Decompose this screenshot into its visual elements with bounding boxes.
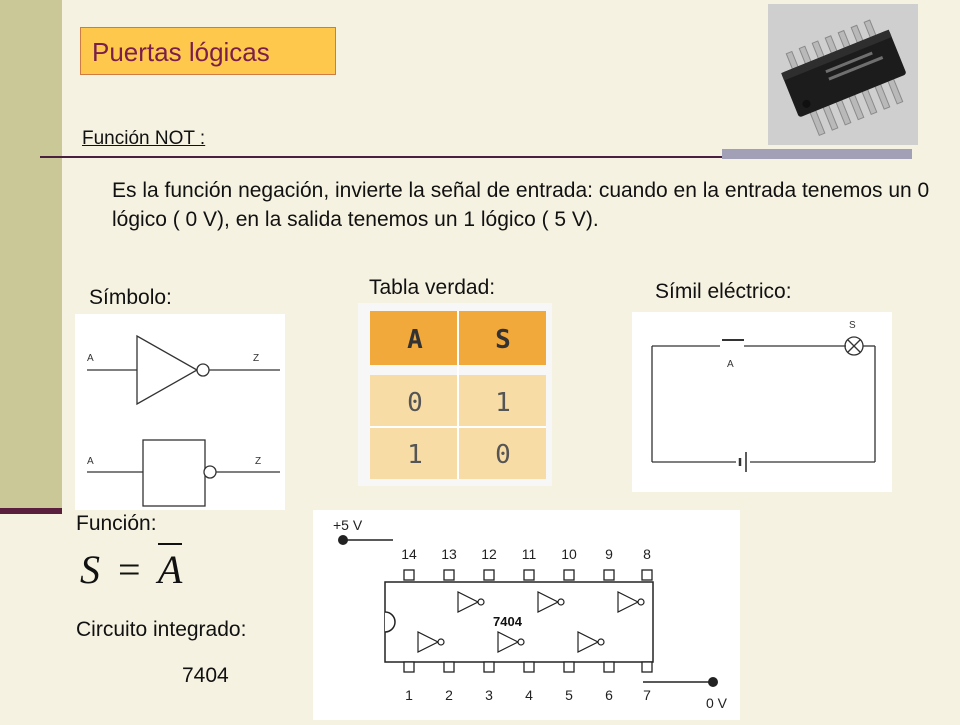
top-pin-11 xyxy=(524,570,534,580)
ic-7404-pinout xyxy=(313,510,740,720)
top-pin-label-13: 13 xyxy=(441,546,457,562)
bottom-pin-label-6: 6 xyxy=(605,687,613,703)
function-caption: Función: xyxy=(76,512,157,535)
description-text: Es la función negación, invierte la señal de entrada: cuando en la entrada tenemos un 0 lógico ( 0 V), en la salida tenemos un 1 lógico ( 5 V). xyxy=(112,179,930,231)
truth-table xyxy=(358,303,552,486)
top-pin-label-12: 12 xyxy=(481,546,497,562)
not-gate-triangle-symbol xyxy=(87,336,280,404)
top-pin-12 xyxy=(484,570,494,580)
not-gate-symbols xyxy=(75,314,285,510)
truth-header-s: S xyxy=(495,325,511,355)
top-pins xyxy=(404,570,652,580)
formula-lhs: S xyxy=(80,547,100,592)
chip-label: 7404 xyxy=(493,614,522,629)
bottom-pin-label-5: 5 xyxy=(565,687,573,703)
bottom-pin-label-4: 4 xyxy=(525,687,533,703)
vcc-label: +5 V xyxy=(333,517,363,533)
lamp-label: S xyxy=(849,320,856,331)
bottom-pin-3 xyxy=(484,662,494,672)
bottom-pin-6 xyxy=(604,662,614,672)
ic-chip-photo xyxy=(768,4,918,145)
bottom-pin-label-2: 2 xyxy=(445,687,453,703)
bottom-pin-label-1: 1 xyxy=(405,687,413,703)
top-pin-14 xyxy=(404,570,414,580)
switch-label: A xyxy=(727,359,734,370)
top-pin-13 xyxy=(444,570,454,580)
bottom-pins xyxy=(404,662,652,672)
slide-title: Puertas lógicas xyxy=(80,27,336,75)
symbol-caption: Símbolo: xyxy=(89,286,172,309)
top-pin-label-11: 11 xyxy=(521,546,537,562)
formula-rhs: A xyxy=(158,543,182,592)
top-pin-label-8: 8 xyxy=(643,546,651,562)
truth-cell-r2-s: 0 xyxy=(495,440,511,470)
formula-equals: = xyxy=(118,547,141,592)
symbol-input-label-2: A xyxy=(87,456,94,467)
top-pin-10 xyxy=(564,570,574,580)
symbol-output-label-1: Z xyxy=(253,353,260,364)
bottom-pin-4 xyxy=(524,662,534,672)
bottom-pin-2 xyxy=(444,662,454,672)
truth-cell-r1-s: 1 xyxy=(495,388,511,418)
ic-caption: Circuito integrado: xyxy=(76,618,247,641)
gnd-label: 0 V xyxy=(706,695,728,711)
truth-cell-r2-a: 1 xyxy=(407,440,423,470)
top-pin-9 xyxy=(604,570,614,580)
ic-number: 7404 xyxy=(182,664,229,687)
not-gate-rectangle-symbol xyxy=(87,440,280,506)
section-heading: Función NOT : xyxy=(82,128,206,149)
symbol-input-label-1: A xyxy=(87,353,94,364)
truth-table-caption: Tabla verdad: xyxy=(369,276,496,299)
bottom-pin-label-3: 3 xyxy=(485,687,493,703)
top-pin-label-9: 9 xyxy=(605,546,613,562)
divider-accent xyxy=(722,149,912,159)
symbol-output-label-2: Z xyxy=(255,456,262,467)
bottom-pin-7 xyxy=(642,662,652,672)
electric-caption: Símil eléctrico: xyxy=(655,280,792,303)
sidebar-band xyxy=(0,0,62,510)
bottom-pin-5 xyxy=(564,662,574,672)
top-pin-label-10: 10 xyxy=(561,546,577,562)
bottom-pin-label-7: 7 xyxy=(643,687,651,703)
truth-header-a: A xyxy=(407,325,423,355)
bottom-pin-1 xyxy=(404,662,414,672)
top-pin-8 xyxy=(642,570,652,580)
truth-cell-r1-a: 0 xyxy=(407,388,423,418)
electric-analogy-diagram xyxy=(632,312,892,492)
sidebar-accent-line xyxy=(0,508,62,514)
not-formula xyxy=(80,546,182,593)
top-pin-label-14: 14 xyxy=(401,546,417,562)
